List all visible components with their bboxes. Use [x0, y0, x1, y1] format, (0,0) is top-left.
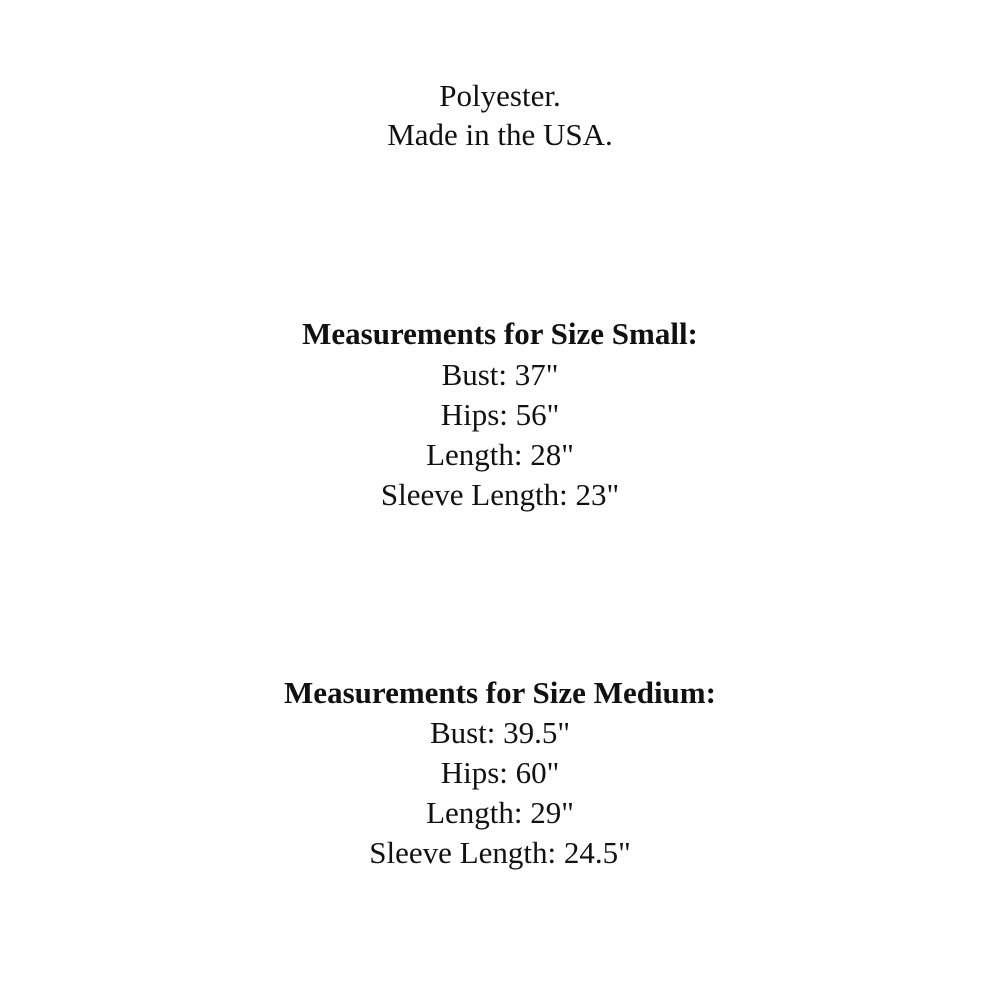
origin-text: Made in the USA.	[387, 117, 613, 152]
size-small-length: Length: 28"	[426, 437, 574, 472]
size-medium-heading: Measurements for Size Medium:	[284, 675, 716, 710]
size-medium-length: Length: 29"	[426, 795, 574, 830]
fabric-text: Polyester.	[439, 78, 561, 113]
size-medium-bust: Bust: 39.5"	[429, 715, 571, 750]
size-small-hips: Hips: 56"	[440, 397, 560, 432]
size-small-heading: Measurements for Size Small:	[302, 316, 698, 351]
size-small-bust: Bust: 37"	[441, 357, 559, 392]
size-medium-sleeve-length: Sleeve Length: 24.5"	[369, 835, 631, 870]
size-small-sleeve-length: Sleeve Length: 23"	[380, 477, 620, 512]
size-medium-hips: Hips: 60"	[440, 755, 560, 790]
